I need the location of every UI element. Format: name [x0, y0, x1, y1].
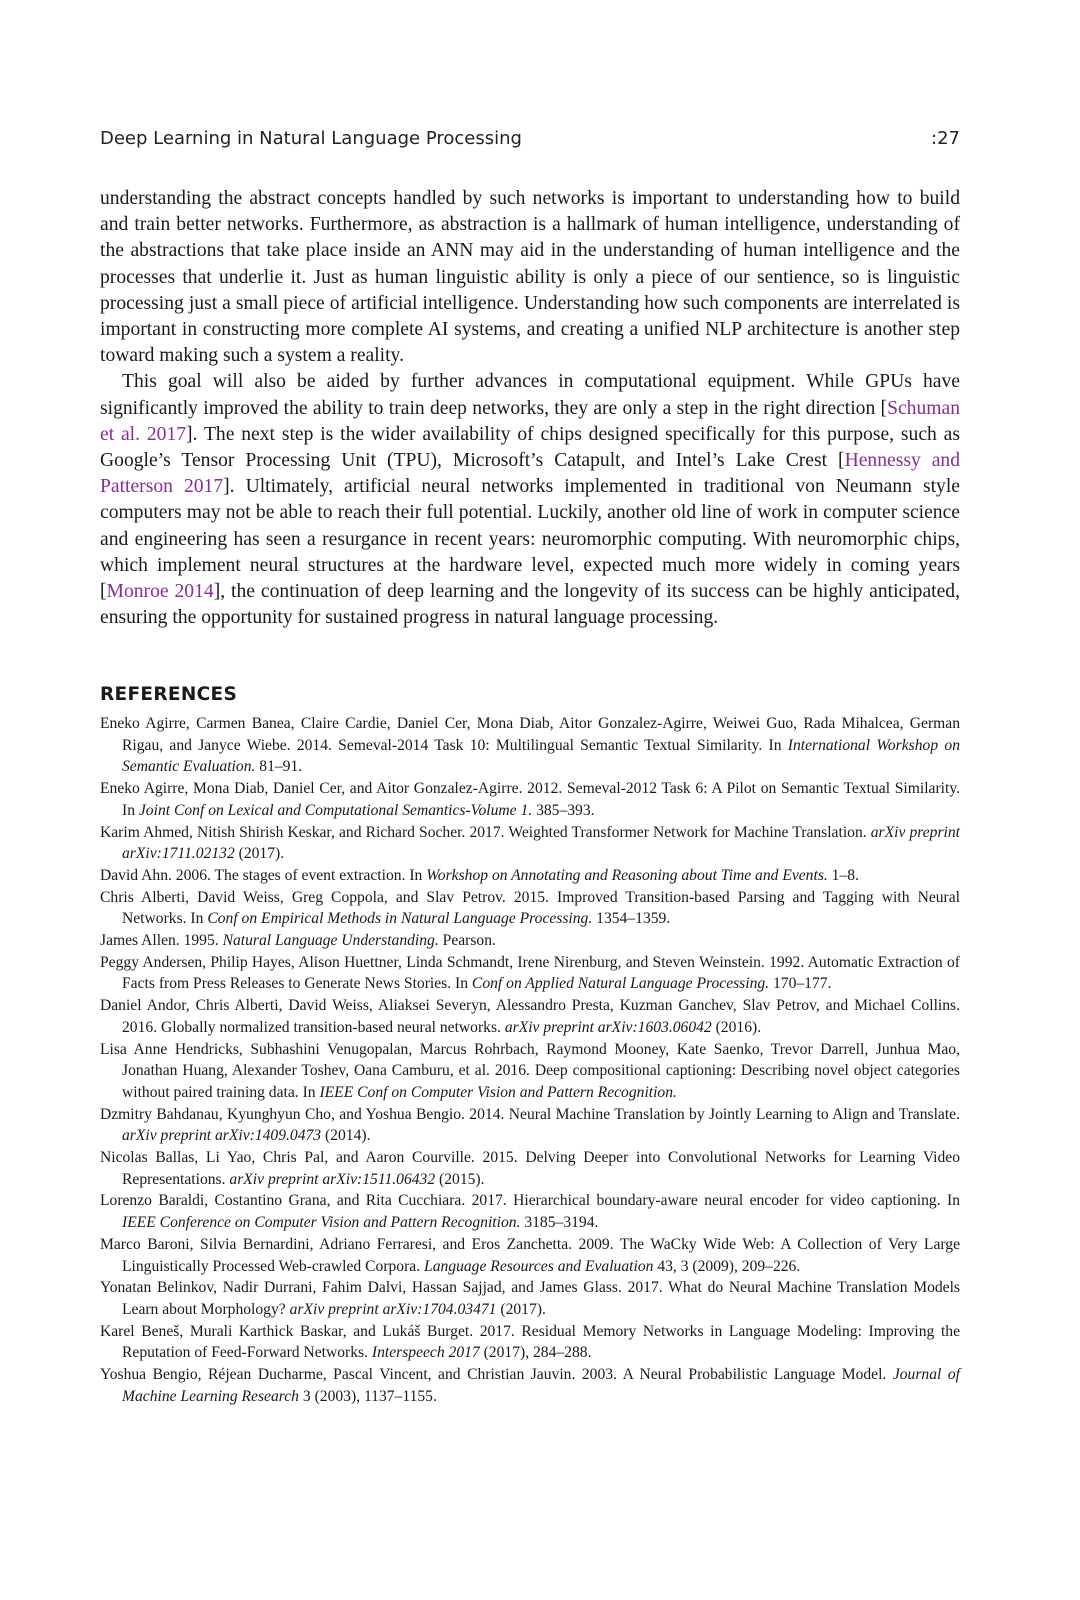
- paragraph-2-text: This goal will also be aided by further advances in computational equipment. While GPUs have significantly improved the ability to train deep networks, they are only a step in the right direction [: [100, 371, 960, 419]
- reference-item: Eneko Agirre, Mona Diab, Daniel Cer, and Aitor Gonzalez-Agirre. 2012. Semeval-2012 Task 6: A Pilot on Semantic Textual Similarity. In Joint Conf on Lexical and Computational Semantics-Volume 1. 385–393.: [100, 780, 960, 819]
- reference-item: Karim Ahmed, Nitish Shirish Keskar, and Richard Socher. 2017. Weighted Transformer Network for Machine Translation. arXiv preprint arXiv:1711.02132 (2017).: [100, 823, 961, 863]
- running-header: [100, 128, 960, 152]
- paragraph-2: [100, 369, 960, 631]
- reference-item: David Ahn. 2006. The stages of event extraction. In Workshop on Annotating and Reasoning about Time and Events. 1–8.: [100, 866, 859, 884]
- reference-item: Lorenzo Baraldi, Costantino Grana, and Rita Cucchiara. 2017. Hierarchical boundary-aware neural encoder for video captioning. In IEEE Conference on Computer Vision and Pattern Recognition. 3185–3194.: [100, 1192, 960, 1232]
- citation-link-monroe[interactable]: Monroe 2014: [106, 581, 214, 603]
- reference-item: Peggy Andersen, Philip Hayes, Alison Huettner, Linda Schmandt, Irene Nirenburg, and Steven Weinstein. 1992. Automatic Extraction of Facts from Press Releases to Generate News Stories. In Conf on Applied Natural Language Processing. 170–177.: [100, 953, 960, 993]
- paragraph-1: understanding the abstract concepts handled by such networks is important to understanding how to build and train better networks. Furthermore, as abstraction is a hallmark of human intelligence, understanding of the abstractions that take place inside an ANN may aid in the understanding of human intelligence and the processes that underlie it. Just as human linguistic ability is only a piece of our sentience, so is linguistic processing just a small piece of artificial intelligence. Understanding how such components are interrelated is important in constructing more complete AI systems, and creating a unified NLP architecture is another step toward making such a system a reality.: [100, 188, 960, 367]
- reference-item: Chris Alberti, David Weiss, Greg Coppola, and Slav Petrov. 2015. Improved Transition-based Parsing and Tagging with Neural Networks. In Conf on Empirical Methods in Natural Language Processing. 1354–1359.: [100, 888, 960, 928]
- reference-item: Marco Baroni, Silvia Bernardini, Adriano Ferraresi, and Eros Zanchetta. 2009. The WaCky Wide Web: A Collection of Very Large Linguistically Processed Web-crawled Corpora. Language Resources and Evaluation 43, 3 (2009), 209–226.: [100, 1235, 960, 1275]
- paragraph-2-text: ]. The next step is the wider availability of chips designed specifically for this purpose, such as Google’s Tensor Processing Unit (TPU), Microsoft’s Catapult, and Intel’s Lake Crest [: [100, 423, 960, 472]
- running-title: Deep Learning in Natural Language Processing: [100, 128, 522, 149]
- reference-item: Lisa Anne Hendricks, Subhashini Venugopalan, Marcus Rohrbach, Raymond Mooney, Kate Saenko, Trevor Darrell, Junhua Mao, Jonathan Huang, Alexander Toshev, Oana Camburu, et al. 2016. Deep compositional captioning: Describing novel object categories without paired training data. In IEEE Conf on Computer Vision and Pattern Recognition.: [100, 1040, 960, 1101]
- reference-item: James Allen. 1995. Natural Language Understanding. Pearson.: [100, 932, 496, 950]
- citation-link-schuman[interactable]: Schuman et al. 2017: [100, 397, 960, 445]
- page-number: :27: [931, 128, 960, 149]
- reference-item: Nicolas Ballas, Li Yao, Chris Pal, and Aaron Courville. 2015. Delving Deeper into Convolutional Networks for Learning Video Representations. arXiv preprint arXiv:1511.06432 (2015).: [100, 1149, 960, 1188]
- references-heading: REFERENCES: [100, 684, 238, 705]
- reference-item: Yoshua Bengio, Réjean Ducharme, Pascal Vincent, and Christian Jauvin. 2003. A Neural Probabilistic Language Model. Journal of Machine Learning Research 3 (2003), 1137–1155.: [100, 1366, 960, 1405]
- reference-item: Yonatan Belinkov, Nadir Durrani, Fahim Dalvi, Hassan Sajjad, and James Glass. 2017. What do Neural Machine Translation Models Learn about Morphology? arXiv preprint arXiv:1704.03471 (2017).: [100, 1279, 960, 1318]
- references-list: [100, 713, 960, 1408]
- paragraph-2-text: ], the continuation of deep learning and the longevity of its success can be highly anticipated, ensuring the opportunity for sustained progress in natural language processing.: [100, 581, 960, 629]
- paragraph-2-text: ]. Ultimately, artificial neural networks implemented in traditional von Neumann style computers may not be able to reach their full potential. Luckily, another old line of work in computer science and engineering has seen a resurgance in recent years: neuromorphic computing. With neuromorphic chips, which implement neural structures at the hardware level, expected much more widely in coming years [: [100, 476, 960, 603]
- citation-link-hennessy[interactable]: Hennessy and Patterson 2017: [100, 450, 960, 498]
- reference-item: Eneko Agirre, Carmen Banea, Claire Cardie, Daniel Cer, Mona Diab, Aitor Gonzalez-Agirre, Weiwei Guo, Rada Mihalcea, German Rigau, and Janyce Wiebe. 2014. Semeval-2014 Task 10: Multilingual Semantic Textual Similarity. In International Workshop on Semantic Evaluation. 81–91.: [100, 715, 960, 776]
- reference-item: Karel Beneš, Murali Karthick Baskar, and Lukáš Burget. 2017. Residual Memory Networks in Language Modeling: Improving the Reputation of Feed-Forward Networks. Interspeech 2017 (2017), 284–288.: [100, 1322, 960, 1362]
- body-text: [100, 186, 960, 631]
- reference-item: Daniel Andor, Chris Alberti, David Weiss, Aliaksei Severyn, Alessandro Presta, Kuzman Ganchev, Slav Petrov, and Michael Collins. 2016. Globally normalized transition-based neural networks. arXiv preprint arXiv:1603.06042 (2016).: [100, 997, 960, 1036]
- reference-item: Dzmitry Bahdanau, Kyunghyun Cho, and Yoshua Bengio. 2014. Neural Machine Translation by Jointly Learning to Align and Translate. arXiv preprint arXiv:1409.0473 (2014).: [100, 1105, 960, 1145]
